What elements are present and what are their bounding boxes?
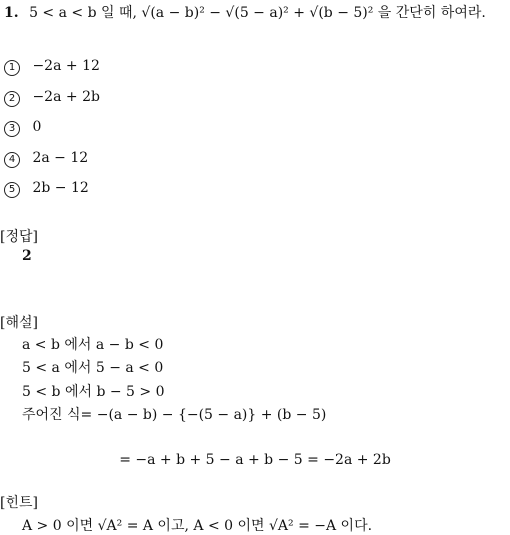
option-4[interactable] [4,150,88,168]
option-text: 0 [32,119,42,135]
hint-text: A > 0 이면 √A² = A 이고, A < 0 이면 √A² = −A 이다. [22,518,373,534]
option-1[interactable] [4,58,100,76]
option-marker: 5 [4,182,20,198]
explanation-line-3: 5 < b 에서 b − 5 > 0 [22,384,165,400]
explanation-label: [해설] [0,315,38,331]
option-3[interactable] [4,119,41,137]
option-text: 2b − 12 [32,180,89,196]
option-marker: 1 [4,60,20,76]
option-marker: 3 [4,121,20,137]
option-text: 2a − 12 [32,150,89,166]
explanation-line-4: 주어진 식= −(a − b) − {−(5 − a)} + (b − 5) [22,407,327,423]
option-2[interactable] [4,89,100,107]
question-text: 5 < a < b 일 때, √(a − b)² − √(5 − a)² + √(b − 5)² 을 간단히 하여라. [29,5,486,21]
option-5[interactable] [4,180,89,198]
answer-value: 2 [22,248,32,264]
option-marker: 4 [4,152,20,168]
question-number: 1. [4,5,19,21]
question-stem [4,2,486,22]
explanation-line-2: 5 < a 에서 5 − a < 0 [22,360,164,376]
option-text: −2a + 12 [32,58,100,74]
explanation-line-1: a < b 에서 a − b < 0 [22,337,164,353]
option-text: −2a + 2b [32,89,100,105]
option-marker: 2 [4,91,20,107]
answer-label: [정답] [0,229,38,245]
hint-label: [힌트] [0,495,38,511]
explanation-result: = −a + b + 5 − a + b − 5 = −2a + 2b [119,452,391,468]
